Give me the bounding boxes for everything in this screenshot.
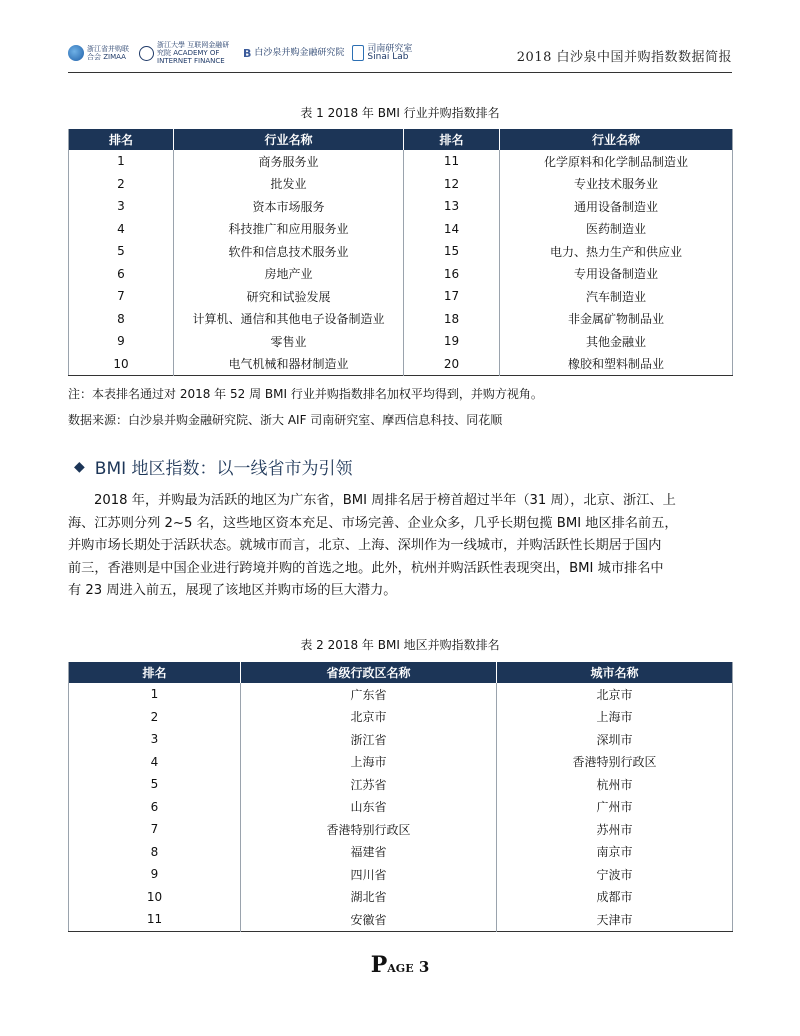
table-cell: 广东省 — [241, 683, 497, 706]
table-cell: 14 — [404, 218, 500, 241]
table-cell: 四川省 — [241, 863, 497, 886]
table-cell: 7 — [69, 285, 174, 308]
report-title: 2018 白沙泉中国并购指数数据简报 — [516, 50, 732, 65]
table2-caption: 表 2 2018 年 BMI 地区并购指数排名 — [300, 638, 500, 652]
column-header: 排名 — [404, 129, 500, 150]
paragraph-line: 2018 年，并购最为活跃的地区为广东省，BMI 周排名居于榜首超过半年（31 周），北京、浙江、上 — [94, 493, 676, 508]
logo-strip — [68, 40, 419, 66]
table-cell: 科技推广和应用服务业 — [174, 218, 404, 241]
table-cell: 苏州市 — [596, 822, 633, 837]
table-row — [69, 683, 733, 706]
table-cell: 13 — [404, 195, 500, 218]
table-cell: 10 — [69, 353, 174, 376]
table-cell: 研究和试验发展 — [174, 285, 404, 308]
table-cell: 杭州市 — [596, 777, 633, 792]
baishaquan-logo-text: 白沙泉并购金融研究院 — [254, 48, 345, 58]
table-cell: 18 — [404, 308, 500, 331]
table-cell: 资本市场服务 — [174, 195, 404, 218]
column-header: 省级行政区名称 — [241, 662, 497, 683]
table-row — [69, 330, 733, 353]
table-cell: 6 — [69, 263, 174, 286]
table-cell: 上海市 — [241, 751, 497, 774]
table-cell: 17 — [404, 285, 500, 308]
column-header: 行业名称 — [174, 129, 404, 150]
table-row — [69, 706, 733, 729]
table-cell: 8 — [69, 308, 174, 331]
table-cell: 4 — [69, 751, 241, 774]
zimaa-logo — [68, 45, 131, 61]
table-row — [69, 863, 733, 886]
sinai-lab-mark-icon — [352, 45, 364, 61]
table-cell: 通用设备制造业 — [573, 199, 658, 214]
paragraph-line: 并购市场长期处于活跃状态。就城市而言，北京、上海、深圳作为一线城市，并购活跃性长期居于国内 — [68, 538, 662, 553]
region-ranking-table — [68, 662, 733, 932]
table-cell: 12 — [404, 173, 500, 196]
table-cell: 南京市 — [596, 845, 633, 860]
table-cell: 2 — [69, 173, 174, 196]
table-row — [69, 908, 733, 931]
table-cell: 专业技术服务业 — [573, 177, 658, 192]
industry-ranking-table — [68, 129, 733, 376]
table-cell: 汽车制造业 — [585, 289, 646, 304]
table-cell: 深圳市 — [596, 732, 633, 747]
table-cell: 15 — [404, 240, 500, 263]
table-cell: 天津市 — [596, 912, 633, 927]
table-cell: 5 — [69, 773, 241, 796]
table-header-row — [69, 662, 733, 683]
table-cell: 江苏省 — [241, 773, 497, 796]
table-cell: 上海市 — [596, 710, 633, 725]
column-header: 排名 — [69, 129, 174, 150]
table-cell: 1 — [69, 683, 241, 706]
table-row — [69, 195, 733, 218]
table-cell: 香港特别行政区 — [572, 755, 657, 770]
table-row — [69, 796, 733, 819]
table-cell: 4 — [69, 218, 174, 241]
table-cell: 安徽省 — [241, 908, 497, 931]
table-row — [69, 841, 733, 864]
table-header-row — [69, 129, 733, 150]
diamond-bullet-icon: ◆ — [74, 458, 85, 475]
column-header: 城市名称 — [497, 662, 733, 683]
table-cell: 化学原料和化学制品制造业 — [543, 154, 688, 169]
table-row — [69, 218, 733, 241]
table-cell: 20 — [404, 353, 500, 376]
table-cell: 3 — [69, 728, 241, 751]
table-cell: 橡胶和塑料制品业 — [567, 357, 664, 372]
table-row — [69, 240, 733, 263]
paragraph-line: 前三，香港则是中国企业进行跨境并购的首选之地。此外，杭州并购活跃性表现突出，BMI 城市排名中 — [68, 560, 664, 576]
table-cell: 零售业 — [174, 330, 404, 353]
baishaquan-logo — [243, 47, 344, 60]
table-cell: 电气机械和器材制造业 — [174, 353, 404, 376]
table-cell: 成都市 — [596, 890, 633, 905]
table-row — [69, 285, 733, 308]
section-heading — [74, 454, 353, 479]
table-cell: 商务服务业 — [174, 150, 404, 173]
table1-note: 注：本表排名通过对 2018 年 52 周 BMI 行业并购指数排名加权平均得到，并购方视角。 — [68, 387, 543, 401]
table-cell: 1 — [69, 150, 174, 173]
table-row — [69, 173, 733, 196]
sinai-lab-logo — [352, 45, 419, 61]
body-paragraph — [68, 490, 732, 603]
table-row — [69, 773, 733, 796]
table-cell: 北京市 — [596, 687, 633, 702]
table-cell: 计算机、通信和其他电子设备制造业 — [174, 308, 404, 331]
column-header: 排名 — [69, 662, 241, 683]
table1-caption: 表 1 2018 年 BMI 行业并购指数排名 — [300, 106, 500, 120]
table-row — [69, 886, 733, 909]
zju-aif-logo — [139, 41, 235, 65]
page-number — [0, 952, 800, 978]
bmf-mark-icon: B — [243, 46, 252, 60]
table-cell: 香港特别行政区 — [241, 818, 497, 841]
table-cell: 9 — [69, 330, 174, 353]
zimaa-logo-icon — [68, 45, 84, 61]
table-cell: 山东省 — [241, 796, 497, 819]
table-cell: 浙江省 — [241, 728, 497, 751]
table-cell: 软件和信息技术服务业 — [174, 240, 404, 263]
table-cell: 8 — [69, 841, 241, 864]
page-header — [68, 36, 732, 73]
table-row — [69, 263, 733, 286]
table-cell: 2 — [69, 706, 241, 729]
table-cell: 6 — [69, 796, 241, 819]
table-cell: 电力、热力生产和供应业 — [549, 244, 682, 259]
table-cell: 3 — [69, 195, 174, 218]
table-cell: 专用设备制造业 — [573, 267, 658, 282]
section-heading-text: BMI 地区指数：以一线省市为引领 — [94, 459, 353, 479]
zju-aif-logo-text: 浙江大學 互联网金融研究院 ACADEMY OF INTERNET FINANCE — [157, 41, 230, 65]
table-cell: 11 — [404, 150, 500, 173]
table-cell: 医药制造业 — [585, 222, 646, 237]
table-cell: 10 — [69, 886, 241, 909]
table-row — [69, 728, 733, 751]
table-row — [69, 751, 733, 774]
zju-seal-icon — [139, 46, 154, 61]
page-prefix-big: P — [370, 952, 388, 978]
table-cell: 广州市 — [596, 800, 633, 815]
table1-source: 数据来源：白沙泉并购金融研究院、浙大 AIF 司南研究室、摩西信息科技、同花顺 — [68, 413, 503, 427]
page-prefix-small: AGE — [387, 962, 414, 975]
table-cell: 16 — [404, 263, 500, 286]
table-cell: 19 — [404, 330, 500, 353]
page-number-value: 3 — [418, 958, 430, 976]
column-header: 行业名称 — [500, 129, 733, 150]
table-row — [69, 353, 733, 376]
table-cell: 北京市 — [241, 706, 497, 729]
table-cell: 房地产业 — [174, 263, 404, 286]
table-cell: 9 — [69, 863, 241, 886]
table-row — [69, 150, 733, 173]
table-cell: 宁波市 — [596, 867, 633, 882]
paragraph-line: 有 23 周进入前五，展现了该地区并购市场的巨大潜力。 — [68, 583, 397, 598]
table-row — [69, 818, 733, 841]
sinai-lab-logo-text: 司南研究室 Sinai Lab — [367, 44, 413, 62]
zimaa-logo-text: 浙江省并购联合会 ZIMAA — [87, 45, 129, 61]
table-cell: 批发业 — [174, 173, 404, 196]
paragraph-line: 海、江苏则分列 2~5 名，这些地区资本充足、市场完善、企业众多，几乎长期包揽 BMI 地区排名前五， — [68, 515, 678, 531]
table-cell: 其他金融业 — [585, 334, 646, 349]
table-cell: 7 — [69, 818, 241, 841]
table-cell: 非金属矿物制品业 — [567, 312, 664, 327]
table-cell: 福建省 — [241, 841, 497, 864]
table-cell: 11 — [69, 908, 241, 931]
table-cell: 5 — [69, 240, 174, 263]
table-row — [69, 308, 733, 331]
table-cell: 湖北省 — [241, 886, 497, 909]
